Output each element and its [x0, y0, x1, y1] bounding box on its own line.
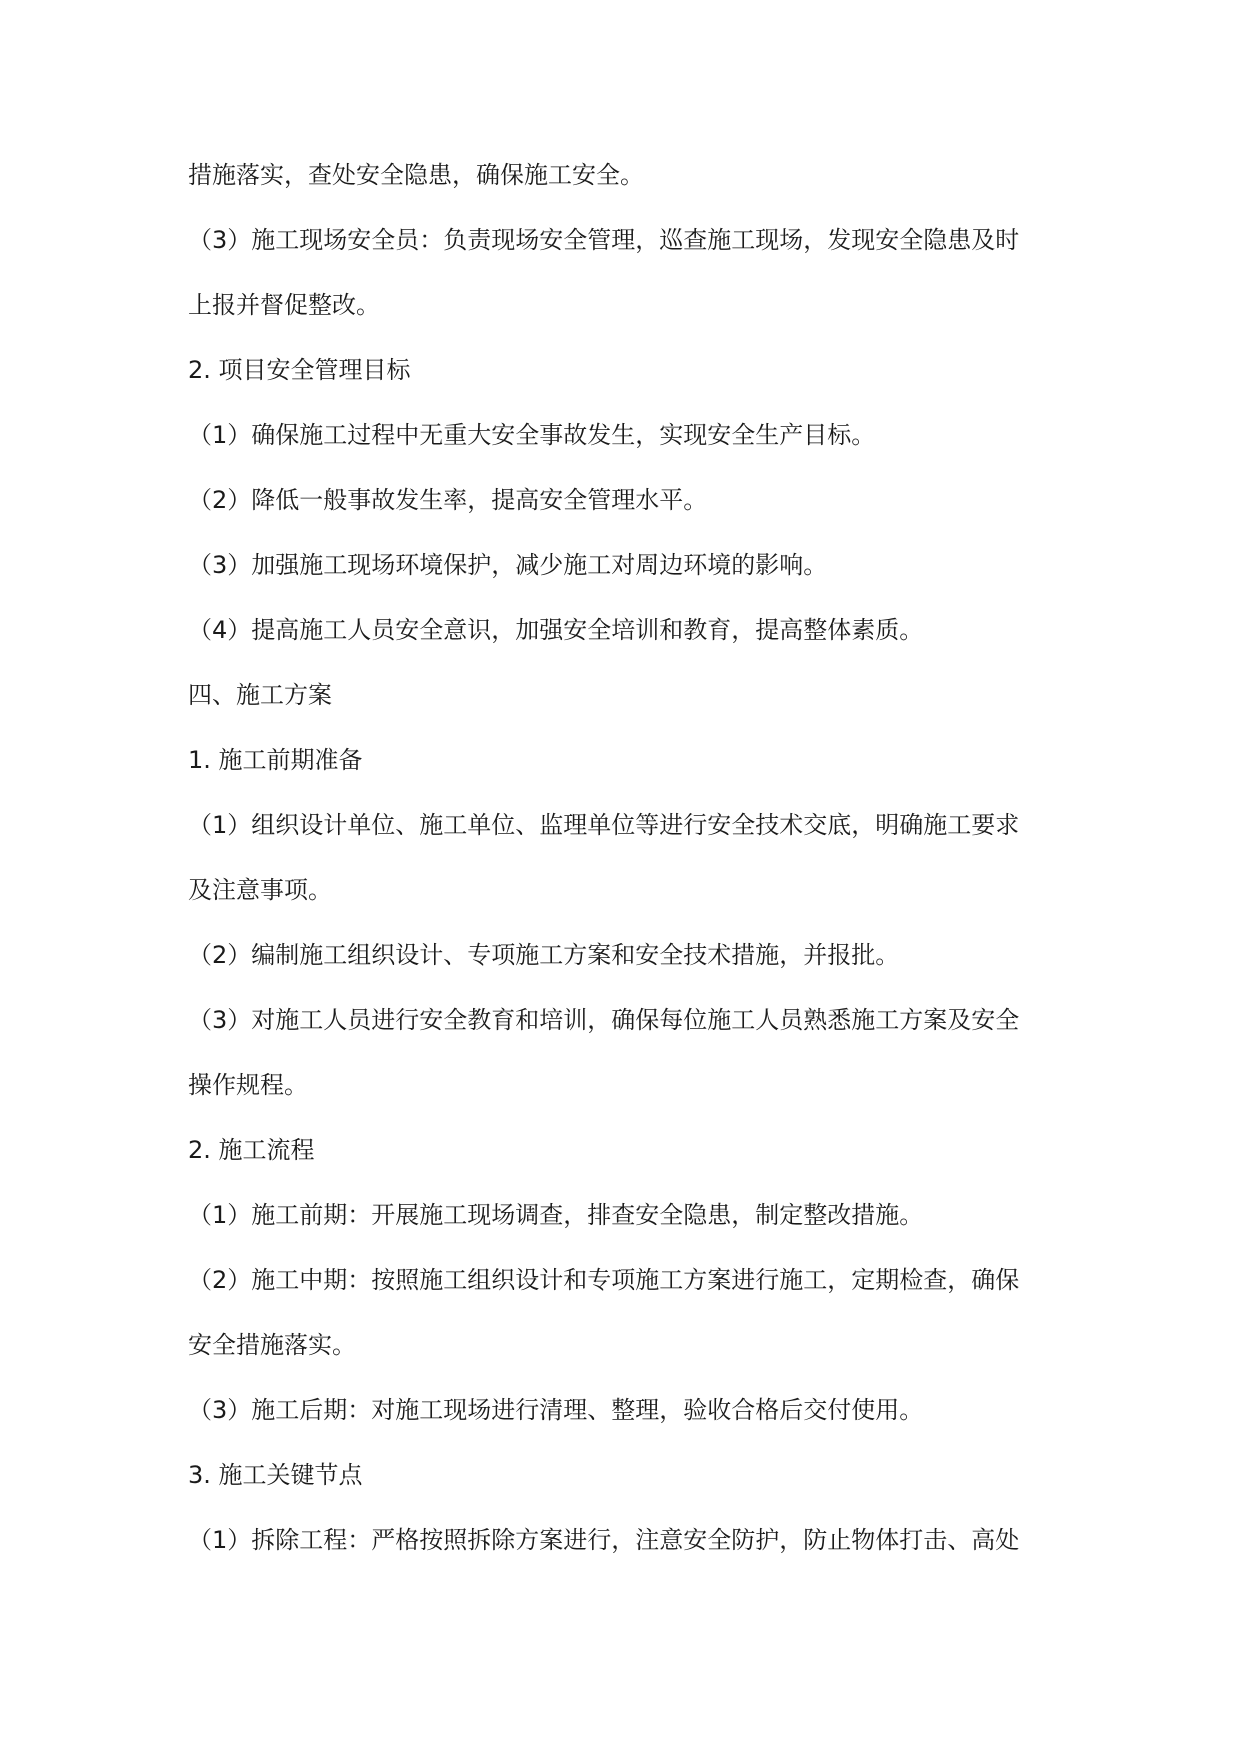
text-line: （2）施工中期：按照施工组织设计和专项施工方案进行施工，定期检查，确保: [188, 1266, 1020, 1294]
text-line: 操作规程。: [188, 1071, 308, 1099]
section-heading: 1. 施工前期准备: [188, 746, 363, 774]
text-line: （3）对施工人员进行安全教育和培训，确保每位施工人员熟悉施工方案及安全: [188, 1006, 1020, 1034]
section-heading: 2. 施工流程: [188, 1136, 315, 1164]
section-heading: 2. 项目安全管理目标: [188, 356, 411, 384]
chapter-heading: 四、施工方案: [188, 681, 332, 709]
text-line: （3）加强施工现场环境保护，减少施工对周边环境的影响。: [188, 551, 828, 579]
text-line: （4）提高施工人员安全意识，加强安全培训和教育，提高整体素质。: [188, 616, 924, 644]
text-line: 上报并督促整改。: [188, 291, 380, 319]
text-line: （1）施工前期：开展施工现场调查，排查安全隐患，制定整改措施。: [188, 1201, 924, 1229]
text-line: （2）降低一般事故发生率，提高安全管理水平。: [188, 486, 708, 514]
text-line: （1）组织设计单位、施工单位、监理单位等进行安全技术交底，明确施工要求: [188, 811, 1020, 839]
text-line: （3）施工后期：对施工现场进行清理、整理，验收合格后交付使用。: [188, 1396, 924, 1424]
text-line: （1）确保施工过程中无重大安全事故发生，实现安全生产目标。: [188, 421, 876, 449]
text-line: （3）施工现场安全员：负责现场安全管理，巡查施工现场，发现安全隐患及时: [188, 226, 1020, 254]
text-line: （1）拆除工程：严格按照拆除方案进行，注意安全防护，防止物体打击、高处: [188, 1526, 1020, 1554]
document-body: [188, 160, 1058, 1590]
text-line: 及注意事项。: [188, 876, 332, 904]
text-line: 安全措施落实。: [188, 1331, 356, 1359]
text-line: （2）编制施工组织设计、专项施工方案和安全技术措施，并报批。: [188, 941, 900, 969]
section-heading: 3. 施工关键节点: [188, 1461, 363, 1489]
text-line: 措施落实，查处安全隐患，确保施工安全。: [188, 161, 644, 189]
